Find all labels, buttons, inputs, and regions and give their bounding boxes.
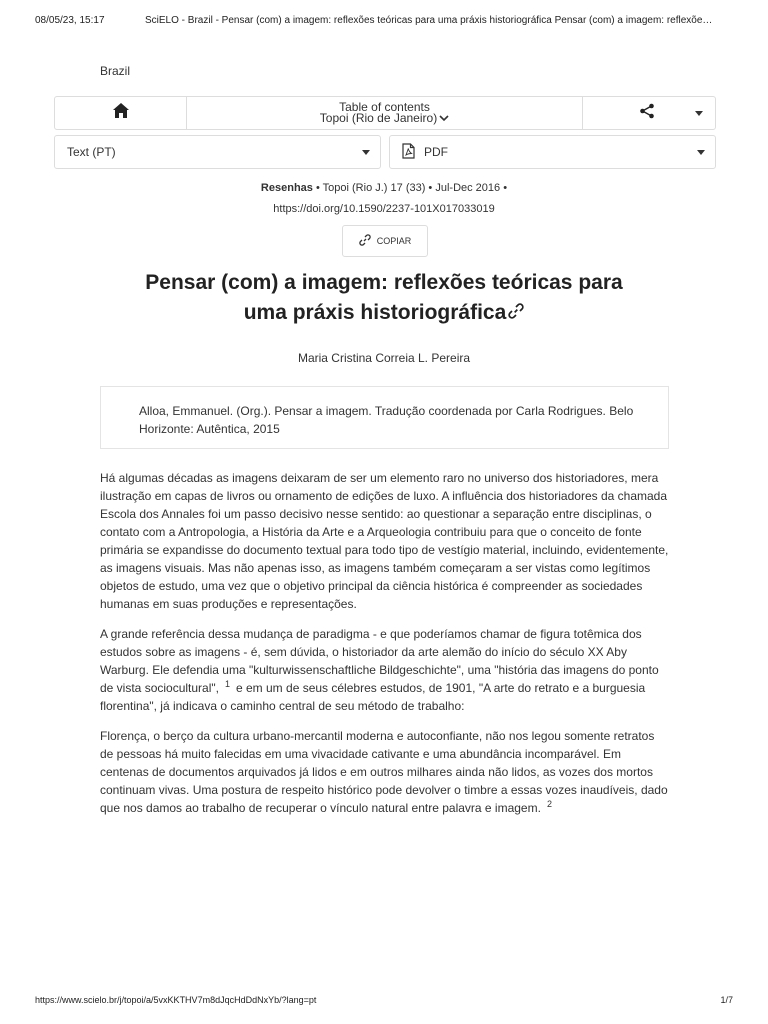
toc-label: Table of contents [339, 100, 430, 114]
text-language-label: Text (PT) [67, 145, 116, 159]
page-url: https://www.scielo.br/j/topoi/a/5vxKKTHV7m8dJqcHdDdNxYb/?lang=pt [35, 995, 317, 1005]
pdf-select[interactable] [389, 135, 716, 169]
print-footer [35, 995, 733, 1005]
paragraph-3-quote: Florença, o berço da cultura urbano-mercantil moderna e autoconfiante, não nos legou somente retratos de pessoas há muito falecidas em uma vivacidade cativante e uma abundância incomparável. Em centenas de documentos arquivados já lidos e em outros milhares ainda não lidos, as vozes dos mortos continuam vivas. Uma postura de respeito histórico pode devolver o timbre a essas vozes inaudíveis, dado que nos damos ao trabalho de recuperar o vínculo natural entre palavra e imagem. $^2$ [100, 729, 668, 815]
copy-doi-button[interactable] [342, 225, 428, 257]
toc-dropdown[interactable] [187, 97, 583, 129]
title-line-2: uma práxis historiográfica [243, 301, 507, 324]
citation-text: • Topoi (Rio J.) 17 (33) • Jul-Dec 2016 • [312, 182, 508, 194]
share-icon [639, 103, 655, 124]
footnote-2-link[interactable]: 2 [546, 799, 552, 809]
pdf-icon [402, 143, 415, 162]
print-date: 08/05/23, 15:17 [35, 15, 105, 26]
article-meta [0, 181, 768, 195]
caret-down-icon [697, 150, 705, 155]
reviewed-book-reference [100, 386, 669, 449]
chevron-down-icon [439, 113, 449, 124]
paragraph-2: A grande referência dessa mudança de paradigma - e que poderíamos chamar de figura totêmica dos estudos sobre as imagens - é, sem dúvida, o historiador da arte alemão do início do século XX Aby Warburg. Ele defendia uma "kulturwissenschaftliche Bildgeschichte", uma "história das imagens do ponto de vista sociocultural", $^1$ e em um de seus célebres estudos, de 1901, "A arte do retrato e a burguesia florentina", já indicava o caminho central de seu método de trabalho: [100, 627, 659, 713]
journal-label: Topoi (Rio de Janeiro) [319, 111, 438, 125]
print-header [35, 15, 733, 26]
format-selectors [54, 135, 716, 169]
author-name[interactable]: Maria Cristina Correia L. Pereira [297, 351, 471, 365]
print-doc-title: SciELO - Brazil - Pensar (com) a imagem: reflexões teóricas para uma práxis historiográfica Pensar (com) a imagem: reflexõe… [145, 15, 713, 26]
country-label[interactable]: Brazil [100, 64, 131, 78]
permalink-icon[interactable] [508, 298, 524, 328]
journal-navbar [54, 96, 716, 130]
paragraph-1: Há algumas décadas as imagens deixaram de ser um elemento raro no universo dos historiadores, mera ilustração em capas de livros ou ornamento de edições de luxo. A influência dos historiadores da chamada Escola dos Annales foi um passo decisivo nesse sentido: ao questionar a separação entre disciplinas, o contato com a Antropologia, a História da Arte e a Arqueologia contribuiu para que o conceito de fonte primária se expandisse do documento textual para todo tipo de vestígio material, incluindo, evidentemente, as imagens visuais. Mas não apenas isso, as imagens também começaram a ser vistas como legítimos objetos de estudo, uma vez que o objetivo principal da ciência histórica é compreender as sociedades humanas em suas produções e representações. [100, 471, 669, 611]
home-button[interactable] [55, 97, 187, 129]
page-number: 1/7 [720, 995, 733, 1005]
article-body [100, 469, 670, 829]
article-title [84, 268, 684, 328]
pdf-label: PDF [424, 145, 448, 159]
caret-down-icon [695, 111, 703, 116]
reference-text: Alloa, Emmanuel. (Org.). Pensar a imagem. Tradução coordenada por Carla Rodrigues. Belo Horizonte: Autêntica, 2015 [139, 404, 634, 436]
section-label: Resenhas [260, 182, 313, 194]
caret-down-icon [362, 150, 370, 155]
home-icon [113, 103, 129, 123]
footnote-1-link[interactable]: 1 [224, 679, 230, 689]
text-language-select[interactable] [54, 135, 381, 169]
link-icon [359, 234, 371, 248]
share-dropdown[interactable] [583, 97, 715, 129]
title-line-1: Pensar (com) a imagem: reflexões teóricas para [145, 271, 623, 294]
copy-label: COPIAR [376, 236, 412, 246]
doi-link[interactable]: https://doi.org/10.1590/2237-101X017033019 [273, 203, 495, 215]
